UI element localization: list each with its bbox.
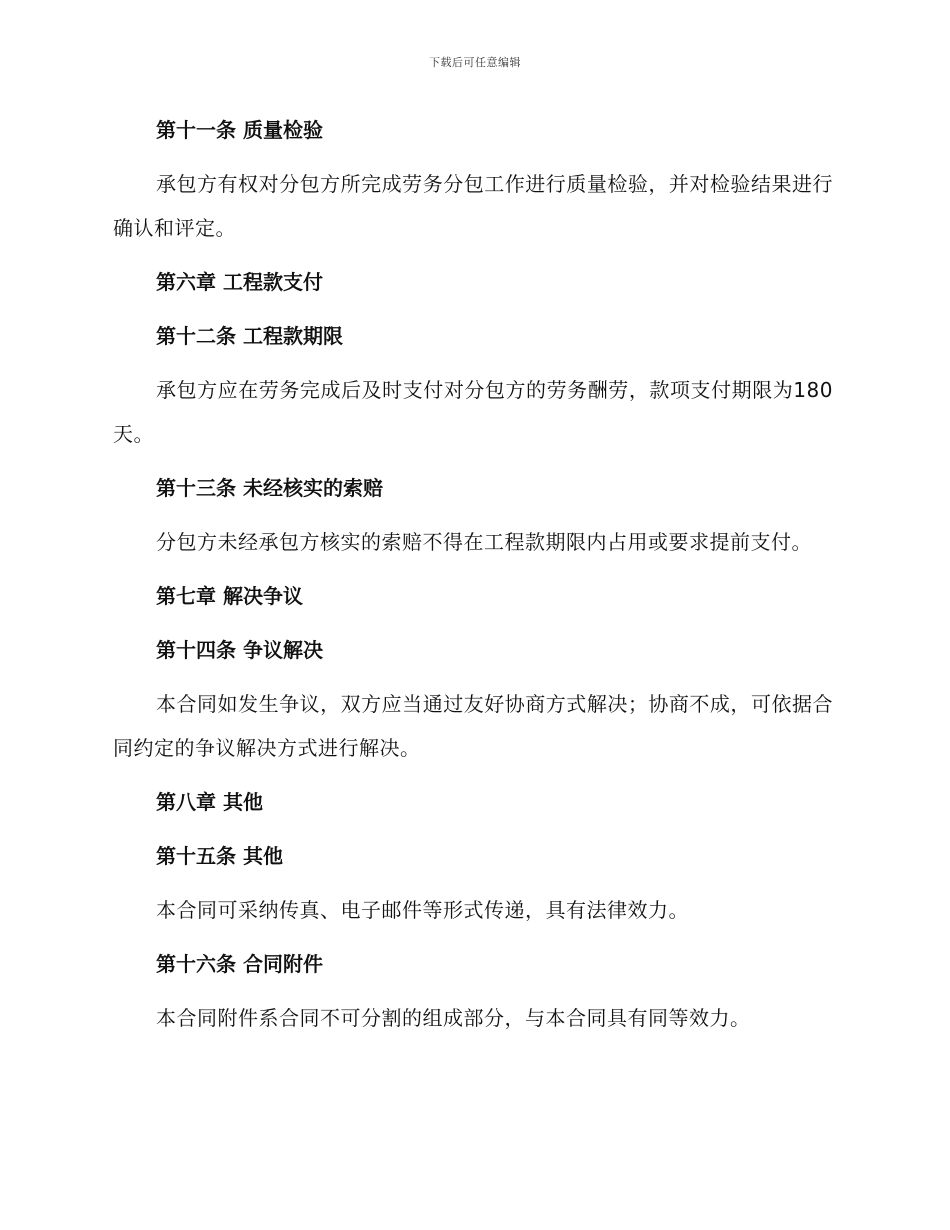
article-12-heading: 第十二条 工程款期限 xyxy=(156,324,343,348)
article-13-heading: 第十三条 未经核实的索赔 xyxy=(156,476,383,500)
article-15-heading: 第十五条 其他 xyxy=(156,844,283,868)
article-14-text: 本合同如发生争议，双方应当通过友好协商方式解决；协商不成，可依据合同约定的争议解决方式进行解决。 xyxy=(113,692,833,760)
article-16-text: 本合同附件系合同不可分割的组成部分，与本合同具有同等效力。 xyxy=(156,1006,751,1030)
chapter-7-heading: 第七章 解决争议 xyxy=(156,584,303,608)
page-header: 下载后可任意编辑 xyxy=(429,56,521,69)
article-11-text: 承包方有权对分包方所完成劳务分包工作进行质量检验，并对检验结果进行确认和评定。 xyxy=(113,172,833,240)
article-14-heading: 第十四条 争议解决 xyxy=(156,638,323,662)
article-13-text: 分包方未经承包方核实的索赔不得在工程款期限内占用或要求提前支付。 xyxy=(156,530,812,554)
article-12-text: 承包方应在劳务完成后及时支付对分包方的劳务酬劳，款项支付期限为180 天。 xyxy=(113,378,833,446)
article-11-heading: 第十一条 质量检验 xyxy=(156,118,323,142)
chapter-8-heading: 第八章 其他 xyxy=(156,790,263,814)
article-16-heading: 第十六条 合同附件 xyxy=(156,952,323,976)
chapter-6-heading: 第六章 工程款支付 xyxy=(156,270,323,294)
article-15-text: 本合同可采纳传真、电子邮件等形式传递，具有法律效力。 xyxy=(156,898,689,922)
document-body xyxy=(113,108,833,1050)
